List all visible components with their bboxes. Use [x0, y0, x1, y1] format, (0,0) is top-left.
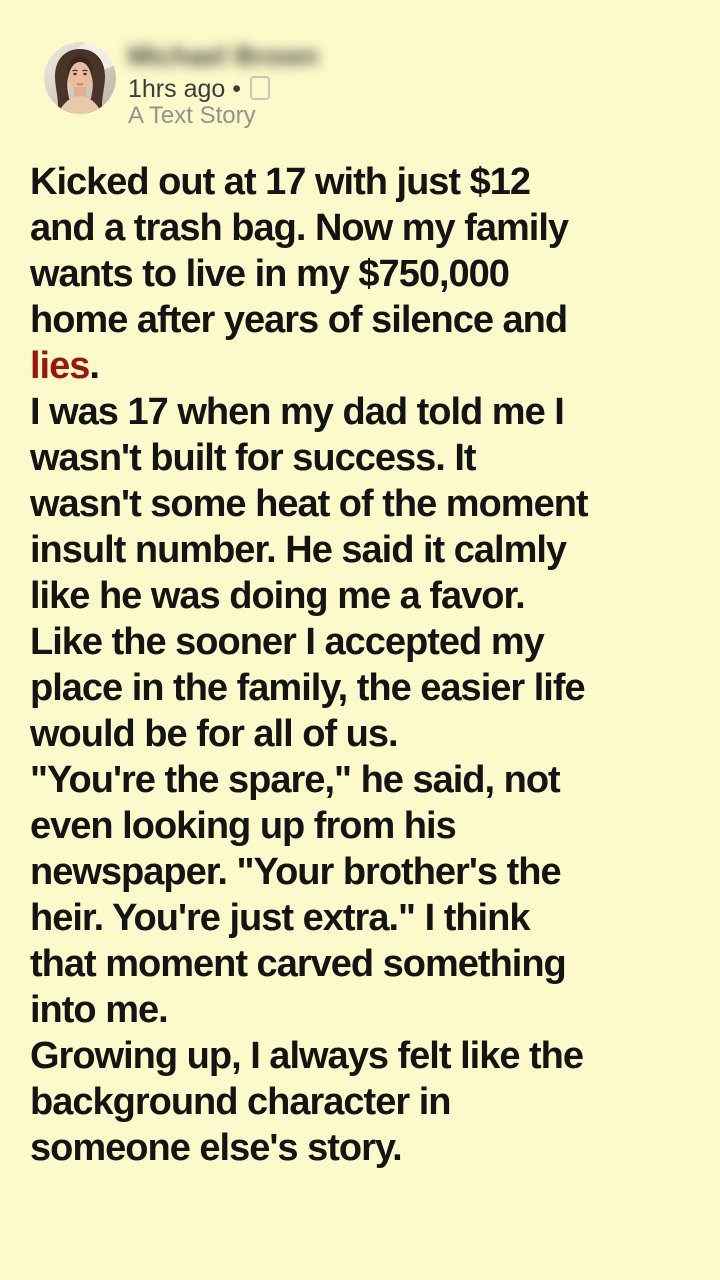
story-line — [30, 343, 710, 389]
story-segment: wants to live in my $750,000 — [30, 253, 509, 295]
story-line — [30, 619, 710, 665]
story-segment: . — [89, 345, 99, 387]
story-segment: place in the family, the easier life — [30, 667, 585, 709]
story-segment: heir. You're just extra." I think — [30, 897, 530, 939]
story-line — [30, 159, 710, 205]
story-segment: Kicked out at 17 with just $12 — [30, 161, 531, 203]
story-line — [30, 389, 710, 435]
story-line — [30, 527, 710, 573]
privacy-globe-icon-placeholder — [250, 76, 270, 100]
story-line — [30, 297, 710, 343]
story-line — [30, 205, 710, 251]
story-line — [30, 481, 710, 527]
story-line — [30, 987, 710, 1033]
story-segment: like he was doing me a favor. — [30, 575, 525, 617]
story-segment: "You're the spare," he said, not — [30, 759, 560, 801]
story-segment: Like the sooner I accepted my — [30, 621, 544, 663]
story-segment: someone else's story. — [30, 1127, 402, 1169]
story-segment: into me. — [30, 989, 168, 1031]
story-segment: would be for all of us. — [30, 713, 398, 755]
story-line — [30, 435, 710, 481]
story-segment: I was 17 when my dad told me I — [30, 391, 564, 433]
story-line — [30, 941, 710, 987]
story-segment: newspaper. "Your brother's the — [30, 851, 561, 893]
story-line — [30, 1033, 710, 1079]
accent-word: lies — [30, 345, 90, 387]
post-subtitle: A Text Story — [128, 102, 256, 129]
story-line — [30, 803, 710, 849]
story-line — [30, 849, 710, 895]
story-segment: even looking up from his — [30, 805, 456, 847]
story-line — [30, 665, 710, 711]
post-meta — [128, 74, 270, 104]
story-segment: home after years of silence and — [30, 299, 568, 341]
story-line — [30, 251, 710, 297]
story-line — [30, 711, 710, 757]
story-segment: Growing up, I always felt like the — [30, 1035, 584, 1077]
story-segment: background character in — [30, 1081, 451, 1123]
story-line — [30, 1125, 710, 1171]
author-name[interactable]: Michael Brown — [128, 41, 319, 71]
story-line — [30, 895, 710, 941]
story-segment: wasn't built for success. It — [30, 437, 476, 479]
avatar[interactable] — [44, 42, 116, 114]
story-line — [30, 573, 710, 619]
story-segment: wasn't some heat of the moment — [30, 483, 588, 525]
story-text — [30, 159, 710, 1171]
woman-portrait-icon — [44, 42, 116, 114]
timestamp[interactable]: 1hrs ago — [128, 75, 226, 103]
story-line — [30, 757, 710, 803]
story-line — [30, 1079, 710, 1125]
story-segment: that moment carved something — [30, 943, 566, 985]
meta-separator: • — [232, 75, 242, 103]
story-segment: insult number. He said it calmly — [30, 529, 567, 571]
story-segment: and a trash bag. Now my family — [30, 207, 569, 249]
